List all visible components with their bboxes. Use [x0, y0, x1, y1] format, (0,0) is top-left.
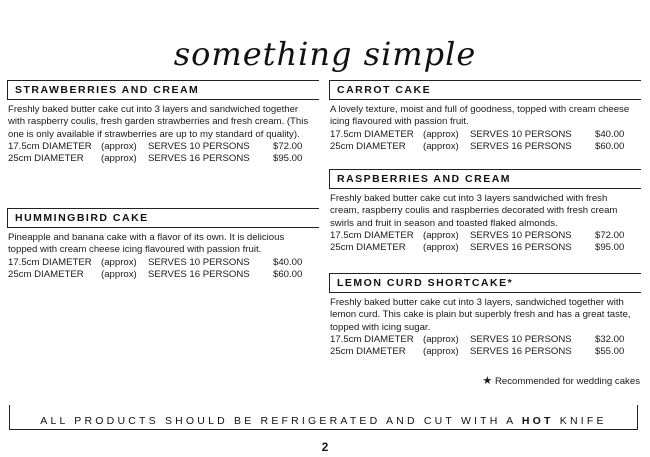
price-row	[329, 334, 641, 346]
price-value: $72.00	[273, 140, 303, 152]
section-carrot-cake	[329, 80, 641, 153]
section-description: Freshly baked butter cake cut into 3 layers sandwiched with fresh cream, raspberry coulis and raspberries decorated with fresh cream swirls and fruit in season and toasted flaked almonds.	[330, 193, 618, 229]
price-row	[7, 153, 319, 165]
price-value: $60.00	[595, 140, 625, 152]
price-value: $40.00	[273, 256, 303, 268]
note-text: Recommended for wedding cakes	[494, 376, 640, 387]
serves-label: SERVES 10 PERSONS	[470, 128, 572, 140]
size-label: 17.5cm DIAMETER	[330, 229, 414, 241]
price-value: $95.00	[595, 242, 625, 254]
page-number: 2	[321, 440, 329, 454]
approx-label: (approx)	[423, 346, 459, 358]
approx-label: (approx)	[101, 256, 137, 268]
approx-label: (approx)	[423, 229, 459, 241]
approx-label: (approx)	[101, 140, 137, 152]
approx-label: (approx)	[101, 153, 137, 165]
footer-text-after: KNIFE	[559, 415, 607, 427]
serves-label: SERVES 16 PERSONS	[470, 140, 572, 152]
section-description: Freshly baked butter cake cut into 3 layers, sandwiched together with lemon curd. This cake is plain but superbly fresh and has a great taste, topped with icing sugar.	[330, 297, 631, 333]
serves-label: SERVES 10 PERSONS	[148, 256, 250, 268]
price-row	[7, 141, 319, 153]
section-lemon-curd-shortcake	[329, 273, 641, 358]
size-label: 25cm DIAMETER	[330, 346, 406, 358]
price-row	[329, 346, 641, 358]
approx-label: (approx)	[101, 268, 137, 280]
size-label: 25cm DIAMETER	[330, 140, 406, 152]
approx-label: (approx)	[423, 242, 459, 254]
section-description: A lovely texture, moist and full of goodness, topped with cream cheese icing flavoured with passion fruit.	[330, 104, 630, 128]
price-value: $40.00	[595, 128, 625, 140]
serves-label: SERVES 10 PERSONS	[148, 140, 250, 152]
price-value: $95.00	[273, 153, 303, 165]
section-raspberries-and-cream	[329, 169, 641, 254]
footer-text	[10, 415, 637, 427]
section-header: LEMON CURD SHORTCAKE*	[329, 273, 641, 293]
price-row	[329, 230, 641, 242]
section-header: STRAWBERRIES AND CREAM	[7, 80, 319, 100]
price-row	[7, 269, 319, 281]
price-value: $60.00	[273, 268, 303, 280]
size-label: 17.5cm DIAMETER	[330, 128, 414, 140]
star-icon: ★	[482, 375, 493, 387]
price-row	[329, 242, 641, 254]
size-label: 25cm DIAMETER	[330, 242, 406, 254]
wedding-cake-note	[482, 374, 640, 387]
price-value: $55.00	[595, 346, 625, 358]
section-header: CARROT CAKE	[329, 80, 641, 100]
price-row	[329, 129, 641, 141]
section-description: Freshly baked butter cake cut into 3 layers and sandwiched together with raspberry coulis, fresh garden strawberries and fresh cream. (This one is only available if strawberries are up to my standard of quality).	[8, 104, 309, 140]
size-label: 17.5cm DIAMETER	[8, 140, 92, 152]
serves-label: SERVES 10 PERSONS	[470, 333, 572, 345]
size-label: 25cm DIAMETER	[8, 268, 84, 280]
approx-label: (approx)	[423, 128, 459, 140]
section-header: HUMMINGBIRD CAKE	[7, 208, 319, 228]
price-row	[7, 257, 319, 269]
price-value: $72.00	[595, 229, 625, 241]
footer-text-bold: HOT	[521, 415, 554, 427]
price-value: $32.00	[595, 333, 625, 345]
page-title: something simple	[173, 35, 477, 73]
price-row	[329, 141, 641, 153]
section-header: RASPBERRIES AND CREAM	[329, 169, 641, 189]
serves-label: SERVES 10 PERSONS	[470, 229, 572, 241]
approx-label: (approx)	[423, 140, 459, 152]
footer-box	[9, 405, 638, 430]
section-strawberries-and-cream	[7, 80, 319, 165]
section-hummingbird-cake	[7, 208, 319, 281]
size-label: 17.5cm DIAMETER	[8, 256, 92, 268]
approx-label: (approx)	[423, 333, 459, 345]
serves-label: SERVES 16 PERSONS	[470, 346, 572, 358]
serves-label: SERVES 16 PERSONS	[148, 153, 250, 165]
size-label: 25cm DIAMETER	[8, 153, 84, 165]
section-description: Pineapple and banana cake with a flavor of its own. It is delicious topped with cream cheese icing flavoured with passion fruit.	[8, 232, 285, 256]
footer-text-before: ALL PRODUCTS SHOULD BE REFRIGERATED AND CUT WITH A	[40, 415, 516, 427]
size-label: 17.5cm DIAMETER	[330, 333, 414, 345]
serves-label: SERVES 16 PERSONS	[148, 268, 250, 280]
serves-label: SERVES 16 PERSONS	[470, 242, 572, 254]
